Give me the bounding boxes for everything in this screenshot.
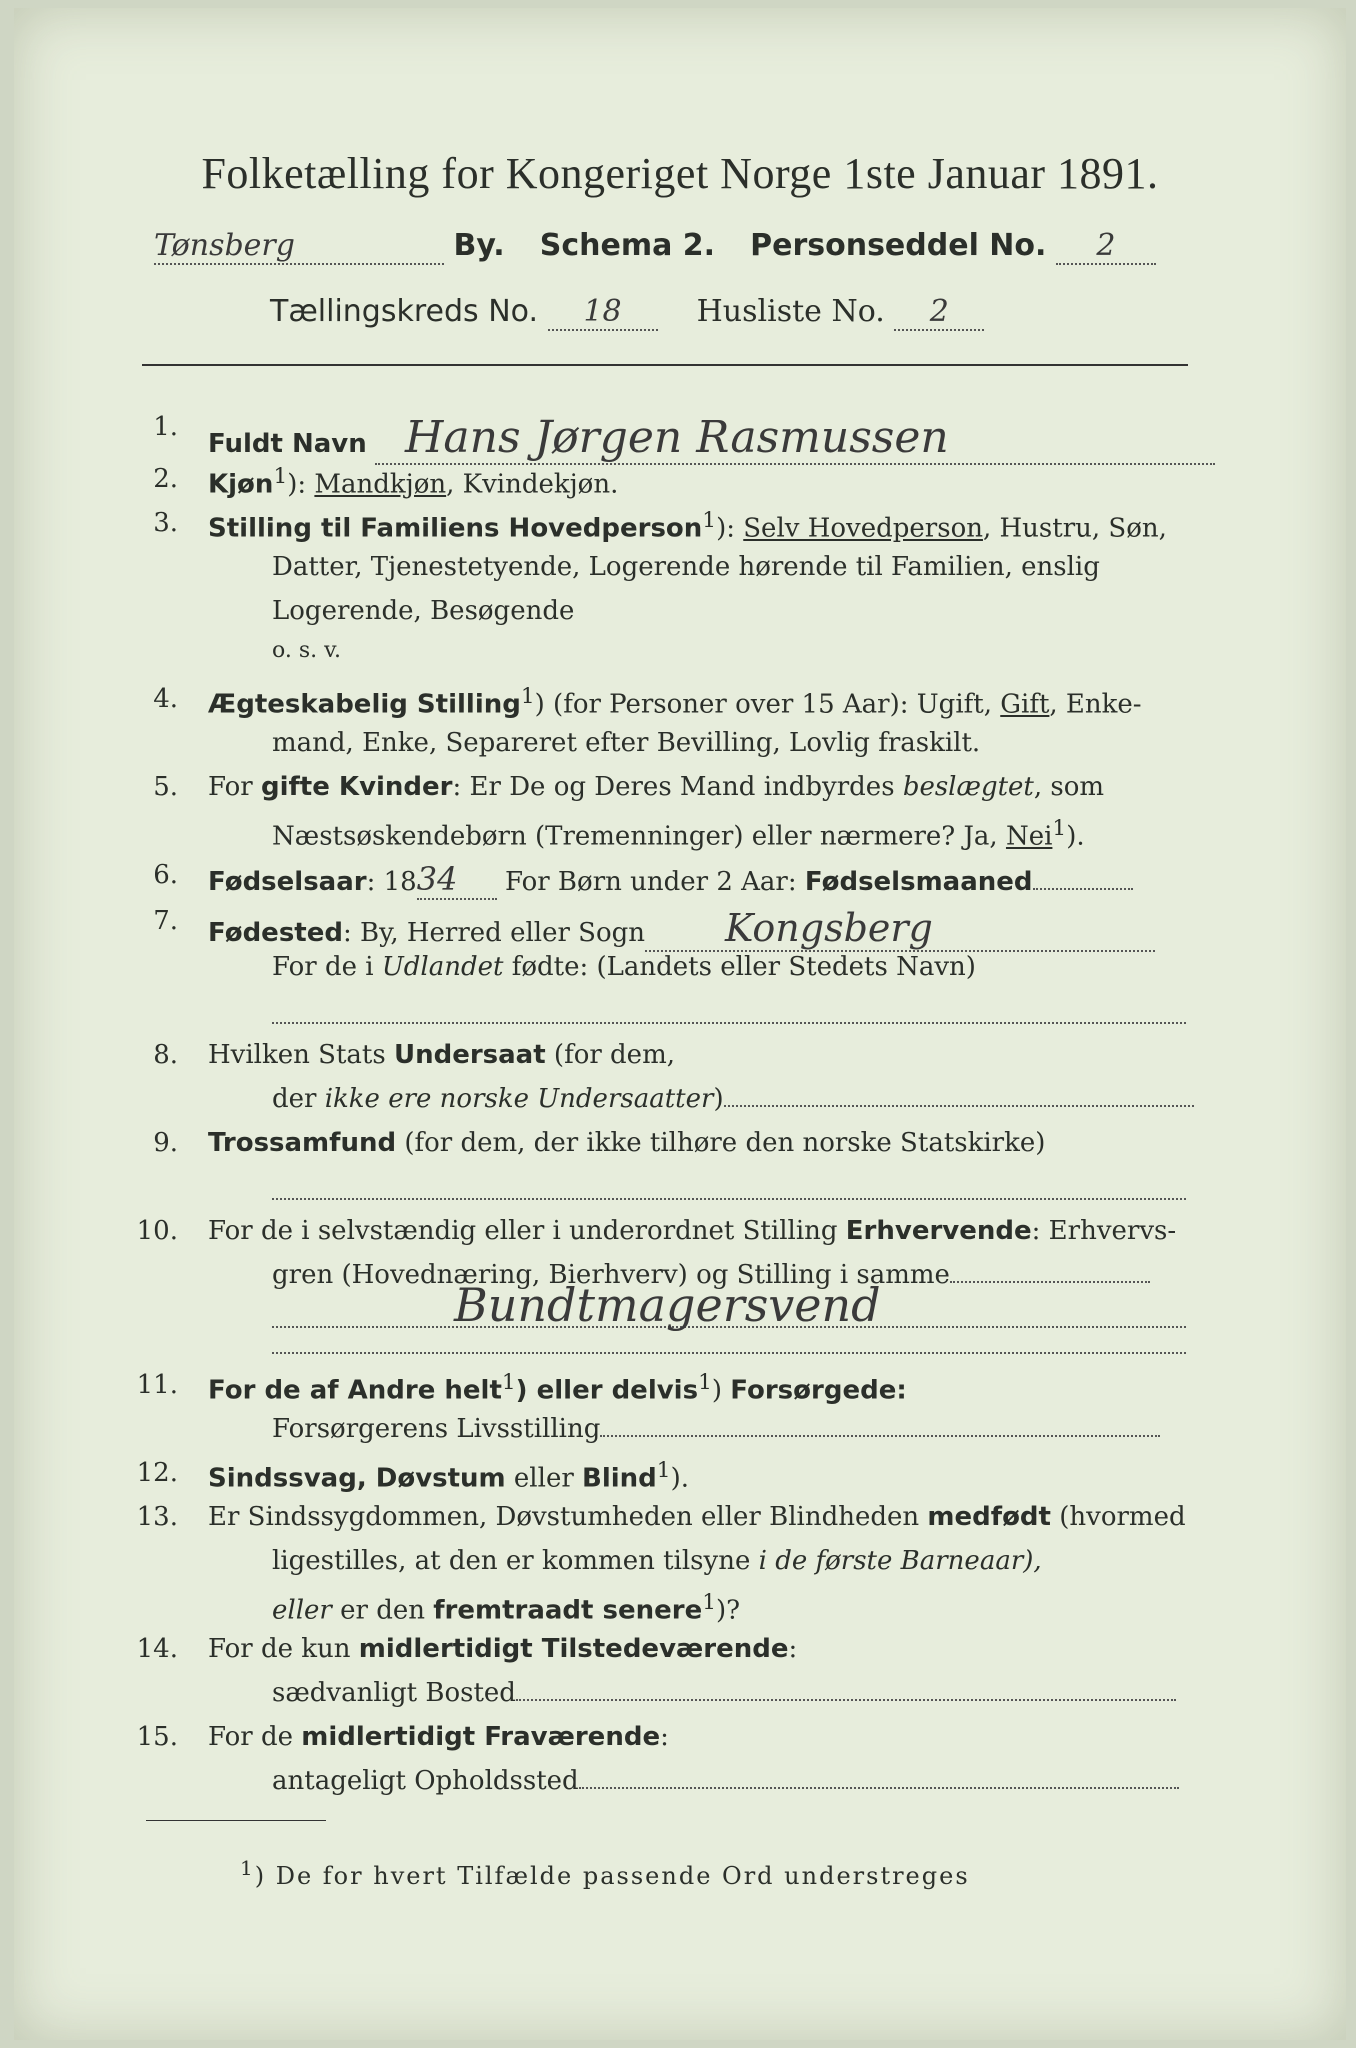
header-line-1: [154, 228, 1156, 265]
item-6-text: : 18: [366, 867, 417, 897]
item-14-line-2-text: sædvanligt Bosted: [272, 1678, 516, 1708]
item-3-footnote-mark: 1: [702, 508, 717, 533]
item-7-line-2-text: For de i: [272, 952, 382, 982]
item-6: [208, 860, 1133, 900]
item-5: [208, 772, 1104, 802]
item-5-line-2: Næstsøskendebørn (Tremenninger) eller nærmere? Ja, Nei$^1$).: [272, 816, 1085, 852]
item-11-label: Forsørgede: [730, 1375, 897, 1406]
birthplace-handwritten: Kongsberg: [645, 906, 1155, 952]
item-7: [208, 906, 1155, 952]
item-9-label: Trossamfund: [208, 1128, 397, 1158]
krets-number: 18: [548, 294, 658, 331]
item-1: [208, 412, 1215, 465]
item-11-line-2: [272, 1414, 1160, 1444]
item-5-italic: beslægtet: [902, 772, 1034, 802]
item-15: [208, 1722, 669, 1752]
item-12-text-b: ).: [670, 1463, 689, 1494]
item-7-label: Fødested: [208, 918, 343, 948]
footnote-text: ) De for hvert Tilfælde passende Ord understreges: [254, 1862, 970, 1890]
sex-option-selected: Mandkjøn: [314, 469, 447, 500]
item-1-label: Fuldt Navn: [208, 429, 367, 459]
item-15-line-2-text: antageligt Opholdssted: [272, 1766, 579, 1796]
item-7-line-2: [272, 952, 976, 982]
item-3-line-2: Datter, Tjenestetyende, Logerende hørende til Familien, enslig: [272, 552, 1100, 582]
town-handwritten: Tønsberg: [154, 228, 444, 265]
item-13-line-3-italic: eller: [272, 1595, 332, 1626]
item-14-label: midlertidigt Tilstedeværende: [358, 1634, 789, 1664]
item-12: Sindssvag, Døvstum eller Blind$^1$).: [208, 1458, 689, 1494]
item-10: [208, 1216, 1176, 1246]
item-9-text: (for dem, der ikke tilhøre den norske Statskirke): [396, 1128, 1046, 1158]
item-9: [208, 1128, 1045, 1158]
page-title: Folketælling for Kongeriget Norge 1ste Januar 1891.: [201, 149, 1159, 198]
item-6-text-b: For Børn under 2 Aar:: [496, 867, 805, 897]
item-4-text: ) (for Personer over 15 Aar): Ugift,: [534, 689, 1001, 720]
item-4-text-b: , Enke-: [1049, 689, 1142, 720]
item-13: [208, 1502, 1186, 1532]
item-5-text: For: [208, 772, 261, 802]
by-label: By.: [453, 228, 505, 263]
kinship-option-selected: Nei: [1005, 821, 1053, 852]
item-13-label: medfødt: [927, 1502, 1051, 1532]
item-14-text-b: :: [788, 1634, 798, 1664]
item-13-line-3: eller er den fremtraadt senere$^1$)?: [272, 1590, 741, 1626]
item-5-number: 5.: [153, 772, 178, 802]
item-8-number: 8.: [153, 1040, 178, 1070]
item-1-number: 1.: [153, 412, 178, 442]
item-2-text-b: , Kvindekjøn.: [446, 469, 619, 500]
item-12-label: Sindssvag, Døvstum: [208, 1463, 506, 1494]
item-8-label: Undersaat: [393, 1040, 546, 1070]
item-14-text: For de kun: [208, 1634, 359, 1664]
item-3-number: 3.: [153, 508, 178, 538]
marital-option-selected: Gift: [1000, 689, 1050, 720]
personseddel-number: 2: [1056, 228, 1156, 265]
item-11-text: For de af Andre helt: [208, 1375, 502, 1406]
item-15-label: midlertidigt Fraværende: [301, 1722, 661, 1752]
husliste-label: Husliste No.: [696, 294, 885, 329]
item-15-text: For de: [208, 1722, 302, 1752]
item-5-line-2-text: Næstsøskendebørn (Tremenninger) eller nærmere? Ja,: [272, 821, 1006, 852]
item-7-text: : By, Herred eller Sogn: [342, 918, 646, 948]
item-8: [208, 1040, 675, 1070]
item-2: [208, 464, 618, 500]
item-7-line-2-end: fødte: (Landets eller Stedets Navn): [503, 952, 976, 982]
item-4: [208, 684, 1142, 720]
item-10-text: For de i selvstændig eller i underordnet Stilling: [208, 1216, 846, 1246]
item-10-answer-line-2: [272, 1352, 1186, 1354]
item-13-line-2-text: ligestilles, at den er kommen tilsyne: [272, 1546, 759, 1576]
item-13-text: Er Sindssygdommen, Døvstumheden eller Blindheden: [208, 1502, 928, 1532]
item-13-number: 13.: [136, 1502, 178, 1532]
item-8-line-2-text: der: [272, 1084, 325, 1114]
item-14-line-2: [272, 1678, 1176, 1708]
item-4-footnote-mark: 1: [520, 684, 535, 709]
item-15-line-2: [272, 1766, 1179, 1796]
item-14: [208, 1634, 797, 1664]
item-15-number: 15.: [136, 1722, 178, 1752]
item-13-line-3-end: )?: [716, 1595, 741, 1626]
full-name-handwritten: Hans Jørgen Rasmussen: [375, 412, 1215, 465]
item-10-label: Erhvervende: [845, 1216, 1032, 1246]
birth-year-handwritten: 34: [417, 860, 497, 900]
item-6-number: 6.: [153, 860, 178, 890]
item-10-line-2-text: gren (Hovednæring, Bierhverv) og Stilling i samme: [272, 1260, 950, 1290]
item-9-number: 9.: [153, 1128, 178, 1158]
krets-label: Tællingskreds No.: [270, 294, 538, 329]
item-14-number: 14.: [136, 1634, 178, 1664]
item-4-number: 4.: [153, 684, 178, 714]
header-rule: [142, 364, 1188, 366]
header-line-2: [270, 294, 984, 331]
item-5-text-b: : Er De og Deres Mand indbyrdes: [452, 772, 903, 802]
item-7-answer-line: [272, 1022, 1186, 1024]
occupation-handwritten: Bundtmagersvend: [454, 1278, 881, 1332]
item-12-text: eller: [505, 1463, 583, 1494]
item-3-text: ):: [716, 513, 744, 544]
item-8-line-2: [272, 1084, 1194, 1114]
item-15-text-b: :: [660, 1722, 669, 1752]
item-11-text-b: ) eller delvis: [515, 1375, 699, 1406]
item-5-text-c: , som: [1033, 772, 1105, 802]
item-8-text-b: (for dem,: [545, 1040, 675, 1070]
item-2-label: Kjøn: [208, 469, 274, 500]
item-6-label-2: Fødselsmaaned: [804, 867, 1033, 897]
item-3-line-4: o. s. v.: [272, 638, 341, 663]
item-11-text-d: :: [896, 1375, 907, 1406]
item-12-label-2: Blind: [582, 1463, 657, 1494]
personseddel-label: Personseddel No.: [750, 228, 1047, 263]
item-11: For de af Andre helt$^1$) eller delvis$^1$) Forsørgede:: [208, 1370, 907, 1406]
item-6-label: Fødselsaar: [208, 867, 367, 897]
item-11-footnote-mark: 1: [501, 1370, 516, 1395]
item-3: [208, 508, 1167, 544]
schema-label: Schema 2.: [539, 228, 716, 263]
item-9-answer-line: [272, 1198, 1186, 1200]
item-5-label: gifte Kvinder: [260, 772, 453, 802]
item-10-number: 10.: [136, 1216, 178, 1246]
item-2-footnote-mark: 1: [273, 464, 288, 489]
item-10-text-b: : Erhvervs-: [1031, 1216, 1177, 1246]
item-4-label: Ægteskabelig Stilling: [208, 689, 521, 720]
item-11-line-2-text: Forsørgerens Livsstilling: [272, 1414, 601, 1444]
item-13-label-2: fremtraadt senere: [433, 1595, 703, 1626]
census-form: [14, 8, 1346, 2040]
item-3-line-3: Logerende, Besøgende: [272, 596, 575, 626]
item-3-text-b: , Hustru, Søn,: [982, 513, 1167, 544]
item-12-number: 12.: [136, 1458, 178, 1488]
item-13-line-3-text: er den: [331, 1595, 434, 1626]
item-2-number: 2.: [153, 464, 178, 494]
item-4-line-2: mand, Enke, Separeret efter Bevilling, Lovlig fraskilt.: [272, 728, 981, 758]
item-7-number: 7.: [153, 906, 178, 936]
item-7-italic: Udlandet: [381, 952, 504, 982]
item-11-number: 11.: [136, 1370, 178, 1400]
item-5-line-2-end: ).: [1066, 821, 1085, 852]
position-option-selected: Selv Hovedperson: [743, 513, 983, 544]
item-2-text: ):: [287, 469, 315, 500]
item-11-text-c: ): [711, 1375, 731, 1406]
footnote-mark: 1: [240, 1856, 255, 1880]
item-8-italic: ikke ere norske Undersaatter: [324, 1084, 714, 1114]
footnote: [240, 1856, 970, 1890]
item-8-line-2-end: ): [713, 1084, 724, 1114]
husliste-number: 2: [894, 294, 984, 331]
item-8-text: Hvilken Stats: [208, 1040, 394, 1070]
item-13-text-b: (hvormed: [1050, 1502, 1186, 1532]
item-13-italic: i de første Barneaar),: [758, 1546, 1042, 1576]
item-3-label: Stilling til Familiens Hovedperson: [208, 513, 703, 544]
footnote-rule: [146, 1820, 326, 1821]
item-13-line-2: [272, 1546, 1042, 1576]
